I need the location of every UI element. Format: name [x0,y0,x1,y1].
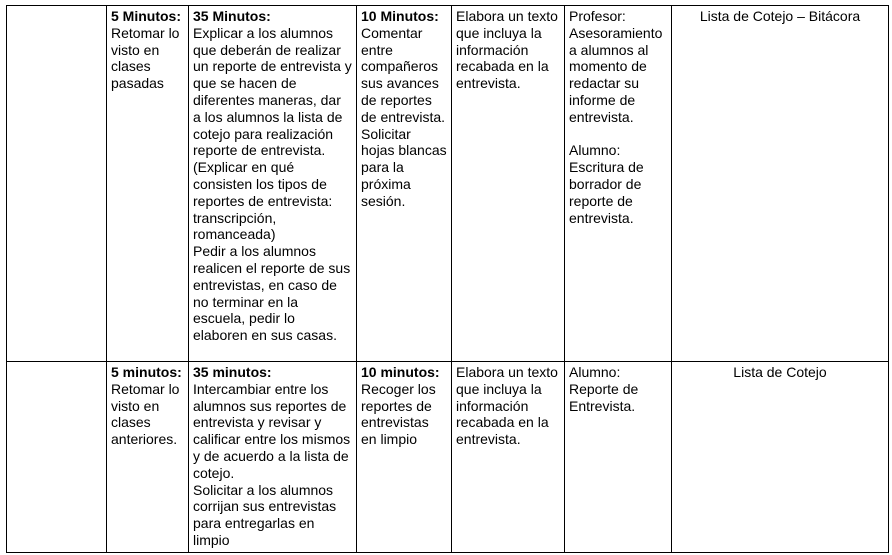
table-row [7,362,889,553]
desarrollo-heading: 35 Minutos: [193,8,271,24]
evaluacion-cell [672,362,889,553]
empty-cell [7,362,107,553]
desarrollo-text: Pedir a los alumnos realicen el reporte de sus entrevistas, en caso de no terminar en la escuela, pedir lo elaboren en sus casas. [193,243,351,344]
roles-cell [565,6,672,362]
desarrollo-text: (Explicar en qué consisten los tipos de reportes de entrevista: transcripción, romanceada) [193,159,333,243]
table-row [7,6,889,362]
inicio-text: Retomar lo visto en clases anteriores. [111,380,180,448]
producto-cell [452,6,565,362]
inicio-heading: 5 minutos: [111,364,182,380]
cierre-text: Comentar entre compañeros sus avances de reportes de entrevista. Solicitar hojas blancas para la próxima sesión. [361,24,447,209]
desarrollo-cell [189,6,357,362]
desarrollo-text: Explicar a los alumnos que deberán de realizar un reporte de entrevista y que se hacen de diferentes maneras, dar a los alumnos la lista de cotejo para realización reporte de entrevista. [193,24,352,159]
empty-cell [7,6,107,362]
cierre-cell [357,6,452,362]
evaluacion-text: Lista de Cotejo [733,364,827,380]
producto-cell [452,362,565,553]
desarrollo-text: Solicitar a los alumnos corrijan sus entrevistas para entregarlas en limpio [193,481,337,548]
cierre-heading: 10 minutos: [361,364,440,380]
inicio-heading: 5 Minutos: [111,8,181,24]
cierre-heading: 10 Minutos: [361,8,439,24]
roles-text: Alumno: Reporte de Entrevista. [569,364,639,414]
desarrollo-heading: 35 minutos: [193,364,272,380]
evaluacion-text: Lista de Cotejo – Bitácora [699,8,861,24]
producto-text: Elabora un texto que incluya la información recabada en la entrevista. [456,364,558,448]
inicio-cell [107,6,189,362]
inicio-cell [107,362,189,553]
evaluacion-cell [672,6,889,362]
cierre-cell [357,362,452,553]
desarrollo-text: Intercambiar entre los alumnos sus reportes de entrevista y revisar y calificar entre los mismos y de acuerdo a la lista de cotejo. [193,380,351,481]
roles-text: Alumno: Escritura de borrador de reporte de entrevista. [569,142,644,226]
lesson-plan-table [6,5,889,553]
producto-text: Elabora un texto que incluya la información recabada en la entrevista. [456,8,558,92]
cierre-text: Recoger los reportes de entrevistas en limpio [361,380,436,448]
roles-text: Profesor: Asesoramiento a alumnos al momento de redactar su informe de entrevista. [569,8,663,125]
roles-cell [565,362,672,553]
inicio-text: Retomar lo visto en clases pasadas [111,24,180,92]
desarrollo-cell [189,362,357,553]
